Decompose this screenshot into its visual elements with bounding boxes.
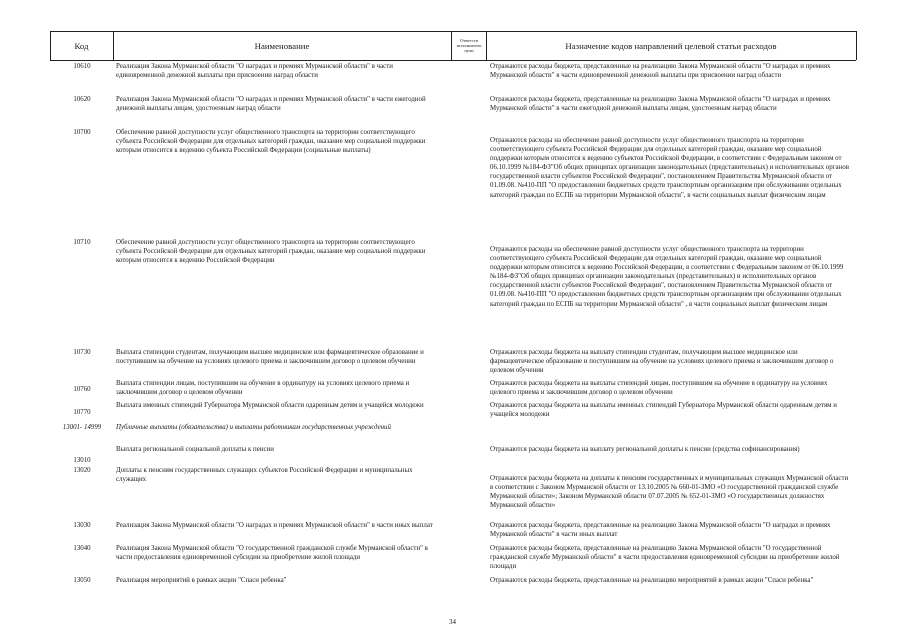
row-description: Отражаются расходы бюджета на выплаты стипендий лицам, поступившим на обучение в ординатуру на условиях целевого приема и заключившим договор о целевом обучении (490, 380, 828, 397)
row-name: Доплаты к пенсиям государственных служащих субъектов Российской Федерации и муниципальных служащих (116, 467, 413, 484)
header-bottom-rule (50, 60, 856, 61)
row-description: Отражаются расходы бюджета, представленные на реализацию мероприятий в рамках акции "Спаси ребенка" (490, 577, 814, 584)
header-responsible: Ответств исполнитель цели (456, 38, 482, 53)
row-name: Реализация Закона Мурманской области "О наградах и премиях Мурманской области" в части иных выплат (116, 522, 433, 529)
row-code: 10620 (73, 96, 91, 103)
row-name: Реализация Закона Мурманской области "О государственной гражданской службе Мурманской области" в части предоставления единовременной субсидии на приобретение жилой площади (116, 545, 428, 562)
row-description: Отражаются расходы бюджета на выплаты именных стипендий Губернатора Мурманской области одаренным детям и учащейся молодежи (490, 402, 837, 419)
header-name: Наименование (254, 40, 310, 51)
header-purpose: Назначение кодов направлений целевой статьи расходов (565, 40, 777, 51)
row-name: Публичные выплаты (обязательства) и выплаты работникам государственных учреждений (116, 424, 391, 431)
row-description: Отражаются расходы на обеспечение равной доступности услуг общественного транспорта на территории соответствующего субъекта Российской Федерации для отдельных категорий граждан, оказание мер социальной поддержки которым относится к ведению Российской Федерации, в соответствии с Федеральным законом от 06.10.1999 №184-ФЗ"Об общих принципах организации законодательных (представительных) и исполнительных органов государственной власти субъектов Российской Федерации", постановлением Правительства Мурманской области от 01.09.08. №410-ПП "О предоставлении бюджетных средств транспортным организациям при обслуживании отдельных категорий граждан по ЕСПБ на территории Мурманской области" , в части социальных выплат физическим лицам (490, 246, 844, 308)
row-code: 13050 (73, 577, 91, 584)
row-description: Отражаются расходы бюджета на доплаты к пенсиям государственных и муниципальных служащих Мурманской области в соответствии с Законом Мурманской области от 13.10.2005 № 660-01-ЗМО «О государственной гражданской службе Мурманской области»; Законом Мурманской области 07.07.2005 № 652-01-ЗМО «О государственных должностях Мурманской области» (490, 475, 849, 510)
row-code: 10760 (73, 386, 91, 393)
row-name: Реализация мероприятий в рамках акции "Спаси ребенка" (116, 577, 287, 584)
page-number: 34 (449, 618, 456, 626)
row-name: Выплата стипендии лицам, поступившим на обучение в ординатуру на условиях целевого приема и заключившим договор о целевом обучении (116, 380, 410, 397)
row-name: Реализация Закона Мурманской области "О наградах и премиях Мурманской области" в части ежегодной денежной выплаты лицам, удостоенным наград области (116, 96, 426, 113)
row-code: 13030 (73, 522, 91, 529)
row-code: 10730 (73, 349, 91, 356)
row-description: Отражаются расходы бюджета, представленные на реализацию Закона Мурманской области "О наградах и премиях Мурманской области" в части единовременной денежной выплаты при присвоении наград области (490, 63, 831, 80)
row-code: 10700 (73, 129, 91, 136)
row-name: Выплата именных стипендий Губернатора Мурманской области одаренным детям и учащейся молодежи (116, 402, 424, 409)
row-name: Выплата стипендии студентам, получающим высшее медицинское или фармацевтическое образование и поступившим на обучение на условиях целевого приема и заключившим договор о целевом обучении (116, 349, 424, 366)
row-name: Реализация Закона Мурманской области "О наградах и премиях Мурманской области" в части единовременной денежной выплаты при присвоении наград области (116, 63, 393, 80)
row-description: Отражаются расходы на обеспечение равной доступности услуг общественного транспорта на территории соответствующего субъекта Российской Федерации для отдельных категорий граждан, оказание мер социальной поддержки которым относится к ведению субъектов Российской Федерации, в соответствии с Федеральным законом от 06.10.1999 №184-ФЗ"Об общих принципах организации законодательных (представительных) и исполнительных органов государственной власти субъектов Российской Федерации", постановлением Правительства Мурманской области от 01.09.08. №410-ПП "О предоставлении бюджетных средств транспортным организациям при обслуживании отдельных категорий граждан по ЕСПБ на территории Мурманской области", в части социальных выплат физическим лицам (490, 137, 849, 199)
header-divider (856, 31, 857, 60)
row-code: 13040 (73, 545, 91, 552)
row-code: 10770 (73, 409, 91, 416)
row-code: 13020 (73, 467, 91, 474)
row-code: 10610 (73, 63, 91, 70)
row-name: Обеспечение равной доступности услуг общественного транспорта на территории соответствующего субъекта Российской Федерации для отдельных категорий граждан, оказание мер социальной поддержки которым относится к ведению субъекта Российской Федерации (социальные выплаты) (116, 129, 426, 155)
row-description: Отражаются расходы бюджета, представленные на реализацию Закона Мурманской области "О государственной гражданской службе Мурманской области" в части предоставления единовременной субсидии на приобретение жилой площади (490, 545, 840, 571)
row-name: Обеспечение равной доступности услуг общественного транспорта на территории соответствующего субъекта Российской Федерации для отдельных категорий граждан, оказание мер социальной поддержки которым относится к ведению Российской Федерации (116, 239, 426, 265)
row-description: Отражаются расходы бюджета на выплату региональной доплаты к пенсии (средства софинансирования) (490, 446, 800, 453)
row-description: Отражаются расходы бюджета на выплату стипендии студентам, получающим высшее медицинское или фармацевтическое образование и поступившим на обучение на условиях целевого приема и заключившим договор о целевом обучении (490, 349, 834, 375)
row-description: Отражаются расходы бюджета, представленные на реализацию Закона Мурманской области "О наградах и премиях Мурманской области" в части иных выплат (490, 522, 831, 539)
row-code: 13001- 14999 (62, 424, 102, 431)
row-code: 13010 (73, 457, 91, 464)
row-description: Отражаются расходы бюджета, представленные на реализацию Закона Мурманской области "О наградах и премиях Мурманской области" в части ежегодной денежной выплаты лицам, удостоенным наград области (490, 96, 831, 113)
row-name: Выплата региональной социальной доплаты к пенсии (116, 446, 274, 453)
header-code: Код (74, 40, 89, 51)
row-code: 10710 (73, 239, 91, 246)
